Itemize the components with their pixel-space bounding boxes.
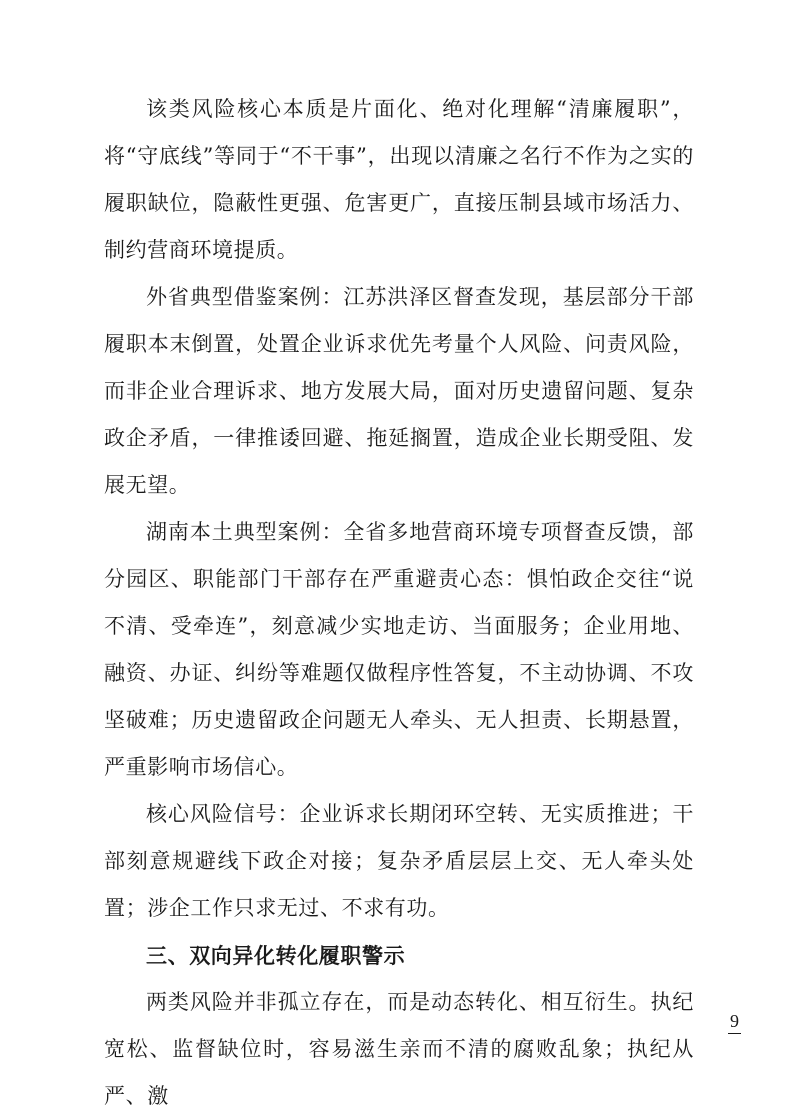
paragraph-risk-essence: 该类风险核心本质是片面化、绝对化理解“清廉履职”，将“守底线”等同于“不干事”，出现以清廉之名行不作为之实的履职缺位，隐蔽性更强、危害更广，直接压制县域市场活力、制约营商环境提质。: [104, 97, 694, 262]
paragraph-bidirectional-risk: 两类风险并非孤立存在，而是动态转化、相互衍生。执纪宽松、监督缺位时，容易滋生亲而不清的腐败乱象；执纪从严、激: [104, 990, 694, 1108]
paragraph-risk-signals: 核心风险信号：企业诉求长期闭环空转、无实质推进；干部刻意规避线下政企对接；复杂矛盾层层上交、无人牵头处置；涉企工作只求无过、不求有功。: [104, 802, 694, 920]
paragraph-hunan-case: 湖南本土典型案例：全省多地营商环境专项督查反馈，部分园区、职能部门干部存在严重避责心态：惧怕政企交往“说不清、受牵连”，刻意减少实地走访、当面服务；企业用地、融资、办证、纠纷等难题仅做程序性答复，不主动协调、不攻坚破难；历史遗留政企问题无人牵头、无人担责、长期悬置，严重影响市场信心。: [104, 520, 694, 779]
paragraph-external-case: 外省典型借鉴案例：江苏洪泽区督查发现，基层部分干部履职本末倒置，处置企业诉求优先考量个人风险、问责风险，而非企业合理诉求、地方发展大局，面对历史遗留问题、复杂政企矛盾，一律推诿回避、拖延搁置，造成企业长期受阻、发展无望。: [104, 285, 694, 497]
document-body: [104, 86, 694, 1120]
page-number: 9: [728, 1010, 741, 1034]
section-heading: 三、双向异化转化履职警示: [146, 943, 406, 968]
